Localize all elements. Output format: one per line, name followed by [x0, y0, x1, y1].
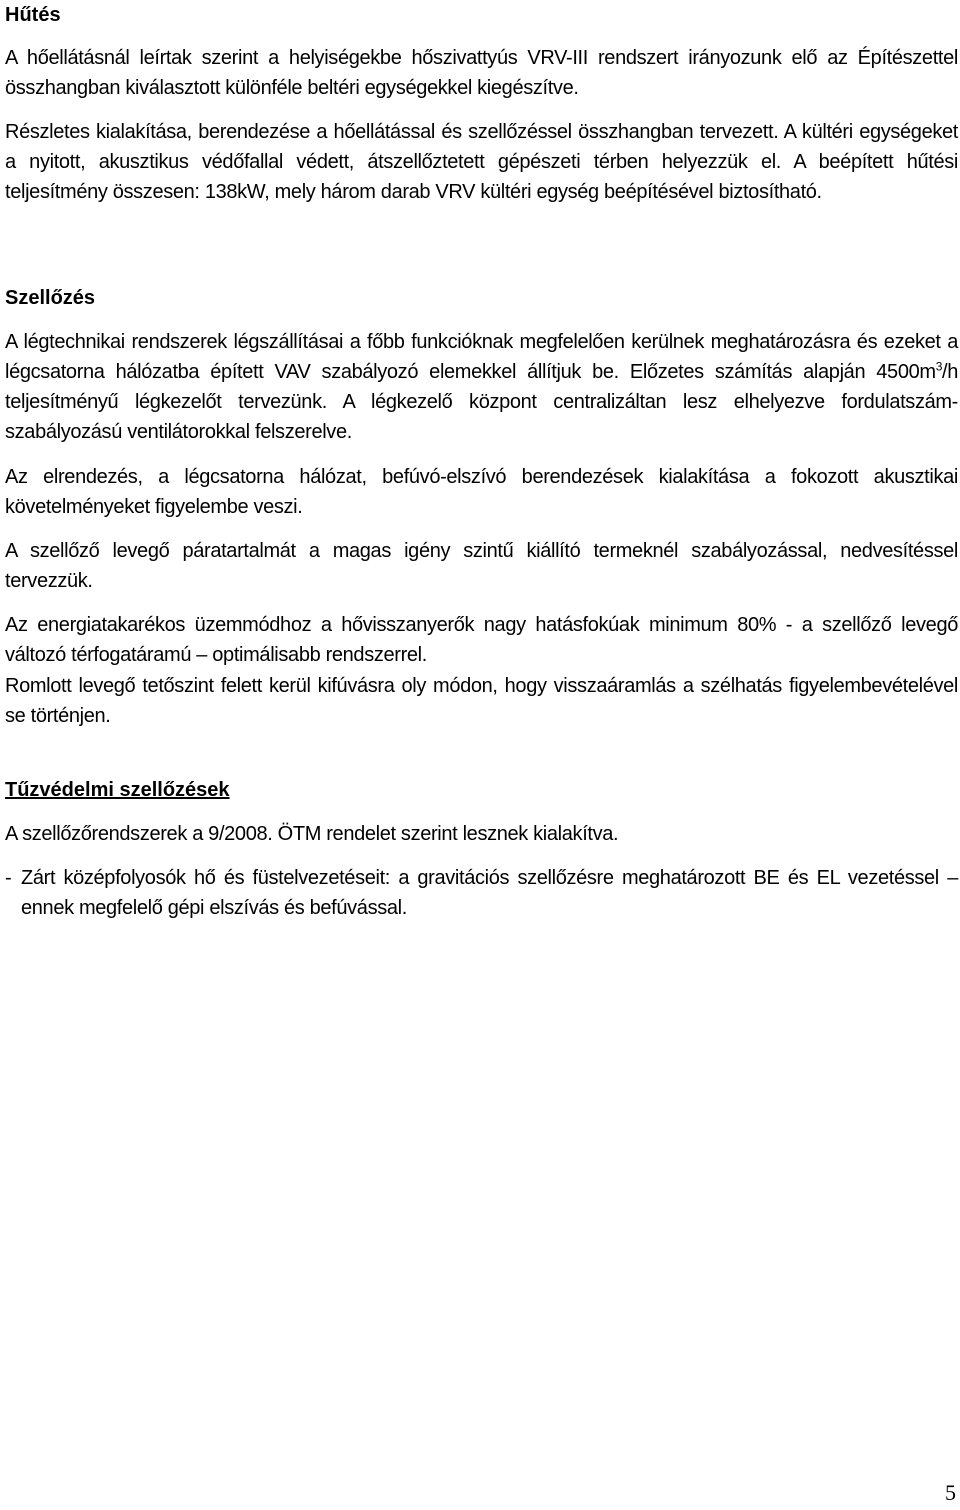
page-number: 5	[945, 1480, 956, 1505]
szellozes-paragraph-1-text-b: /h teljesítményű légkezelőt tervezünk. A légkezelő központ centralizáltan lesz elhelyezve fordulatszám-szabályozású ventilátorokkal felszerelve.	[5, 361, 958, 443]
szellozes-paragraph-1	[5, 327, 958, 447]
szellozes-paragraph-4: Az energiatakarékos üzemmódhoz a hővisszanyerők nagy hatásfokúak minimum 80% - a szellőző levegő változó térfogatáramú – optimálisabb rendszerrel.	[5, 614, 958, 666]
szellozes-paragraph-5: Romlott levegő tetőszint felett kerül kifúvásra oly módon, hogy visszaáramlás a szélhatás figyelembevételével se történjen.	[5, 675, 958, 727]
tuzvedelmi-paragraph-1: A szellőzőrendszerek a 9/2008. ÖTM rendelet szerint lesznek kialakítva.	[5, 823, 619, 845]
superscript-3: 3	[935, 359, 943, 374]
szellozes-paragraph-3: A szellőző levegő páratartalmát a magas igény szintű kiállító termeknél szabályozással, nedvesítéssel tervezzük.	[5, 540, 958, 592]
list-dash: -	[5, 867, 12, 889]
section-heading-szellozes: Szellőzés	[5, 287, 96, 309]
szellozes-paragraph-2: Az elrendezés, a légcsatorna hálózat, befúvó-elszívó berendezések kialakítása a fokozott akusztikai követelményeket figyelembe veszi.	[5, 466, 958, 518]
hutes-paragraph-2: Részletes kialakítása, berendezése a hőellátással és szellőzéssel összhangban tervezett. A kültéri egységeket a nyitott, akusztikus védőfallal védett, átszellőztetett gépészeti térben helyezzük el. A beépített hűtési teljesítmény összesen: 138kW, mely három darab VRV kültéri egység beépítésével biztosítható.	[5, 121, 958, 203]
section-heading-tuzvedelmi: Tűzvédelmi szellőzések	[5, 779, 230, 801]
section-heading-hutes: Hűtés	[5, 4, 61, 26]
szellozes-paragraph-1-text-a: A légtechnikai rendszerek légszállításai a főbb funkcióknak megfelelően kerülnek meghatározásra és ezeket a légcsatorna hálózatba épített VAV szabályozó elemekkel állítjuk be. Előzetes számítás alapján 4500m	[5, 331, 958, 383]
hutes-paragraph-1: A hőellátásnál leírtak szerint a helyiségekbe hőszivattyús VRV-III rendszert irányozunk elő az Építészettel összhangban kiválasztott különféle beltéri egységekkel kiegészítve.	[5, 47, 958, 99]
tuzvedelmi-list-item	[5, 863, 958, 923]
list-item-text: Zárt középfolyosók hő és füstelvezetéseit: a gravitációs szellőzésre meghatározott BE és EL vezetéssel – ennek megfelelő gépi elszívás és befúvással.	[21, 867, 958, 919]
